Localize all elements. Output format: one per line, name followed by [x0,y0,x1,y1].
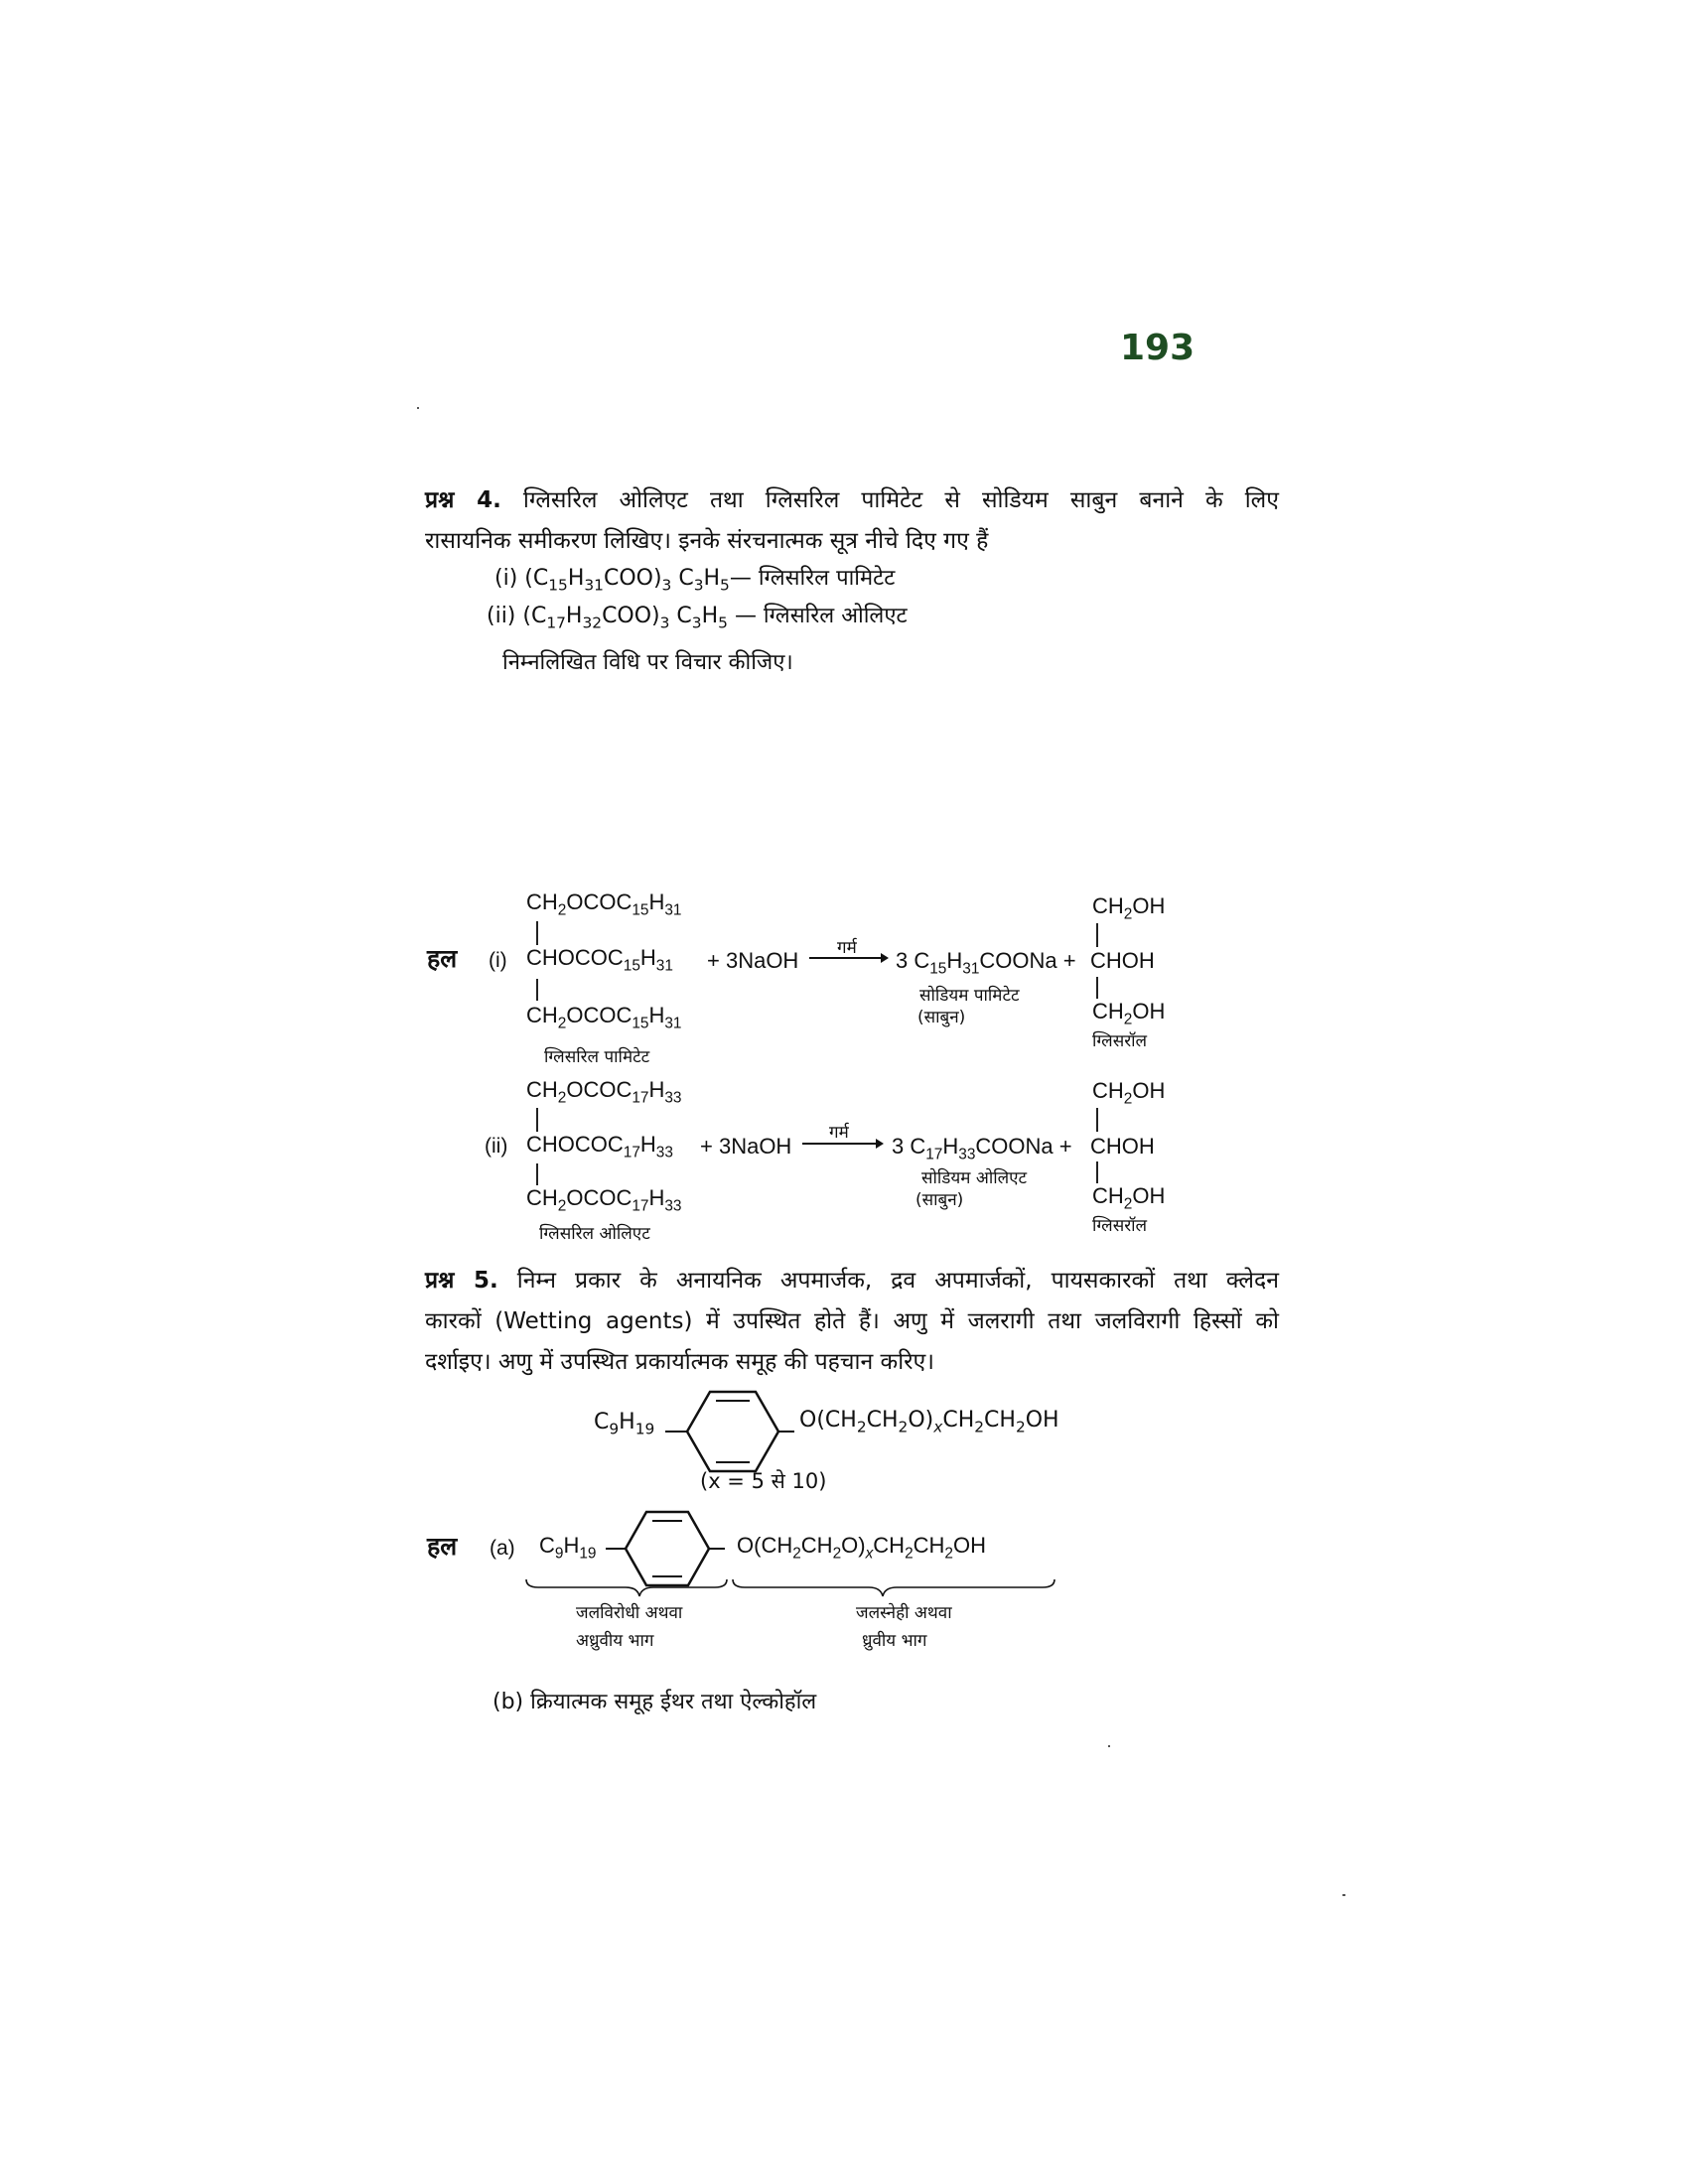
glycerol-bottom-2: $CH_2OH$ [1092,1183,1166,1213]
question-4 [425,480,1279,521]
glyceryl-oleate-label: ग्लिसरिल ओलिएट [539,1224,650,1244]
reaction-1-number: (i) [489,949,507,972]
palmitate-bottom-group: $CH_2OCOC_{15}H_{31}$ [526,1003,682,1032]
reaction-2-number: (ii) [485,1135,508,1158]
formula-item-2-number: (ii) [487,604,516,628]
scan-speck [417,407,419,409]
heat-label: गर्म [837,938,857,958]
bond-line [536,921,538,945]
question-5-line-1: निम्न प्रकार के अनायनिक अपमार्जक, द्रव अपमार्जकों, पायसकारकों तथा क्लेदन [516,1268,1279,1294]
glycerol-bottom: $CH_2OH$ [1092,999,1166,1028]
page-number: 193 [1120,328,1196,368]
bond-line [1096,923,1098,947]
soap-label-2: (साबुन) [915,1190,964,1210]
sodium-palmitate-formula: 3 $C_{15}H_{31}COONa$ + [896,948,1076,978]
nonyl-group-2: $C_9H_{19}$ [539,1533,597,1563]
bond-line [1096,1161,1098,1183]
question-4-line-1: ग्लिसरिल ओलिएट तथा ग्लिसरिल पामिटेट से सोडियम साबुन बनाने के लिए [522,487,1279,513]
formula-item-1-number: (i) [494,566,518,591]
question-5-line-3: दर्शाइए। अणु में उपस्थित प्रकार्यात्मक समूह की पहचान करिए। [425,1349,934,1375]
formula-item-1-name: — ग्लिसरिल पामिटेट [729,566,896,591]
consider-method-text: निम्नलिखित विधि पर विचार कीजिए। [502,650,793,675]
solution-4-label: हल [427,944,458,973]
glycerol-middle-2: CHOH [1090,1134,1155,1159]
formula-item-1: (i) $(C_{15}H_{31}COO)_3$ $C_3H_5—$ ग्लिसरिल पामिटेट [494,566,896,595]
part-b-functional-groups: (b) क्रियात्मक समूह ईथर तथा ऐल्कोहॉल [492,1690,817,1714]
x-range: (x = 5 से 10) [700,1469,827,1493]
bond-line [536,1163,538,1185]
question-4-line-2: रासायनिक समीकरण लिखिए। इनके संरचनात्मक सूत्र नीचे दिए गए हैं [425,528,989,554]
question-5 [425,1261,1279,1383]
sodium-oleate-formula: 3 $C_{17}H_{33}COONa$ + [892,1134,1072,1163]
bond-line [536,979,538,1001]
heat-label-2: गर्म [829,1123,849,1143]
polyether-chain: $O(CH_2CH_2O)_xCH_2CH_2OH$ [799,1408,1059,1436]
glyceryl-palmitate-label: ग्लिसरिल पामिटेट [544,1047,650,1067]
question-5-label: प्रश्न 5. [425,1268,498,1294]
bond-line [1096,977,1098,999]
palmitate-top-group: $CH_2OCOC_{15}H_{31}$ [526,889,682,919]
sodium-palmitate-label: सोडियम पामिटेट [919,986,1020,1006]
hydrophilic-label-2: ध्रुवीय भाग [862,1631,927,1651]
naoh-reagent: + 3NaOH [707,948,799,973]
hydrophobic-label-2: अध्रुवीय भाग [576,1631,654,1651]
formula-item-2-name: — ग्लिसरिल ओलिएट [734,604,908,628]
oleate-middle-group: $CHOCOC_{17}H_{33}$ [526,1132,673,1161]
hydrophilic-label-1: जलस्नेही अथवा [856,1603,952,1623]
sodium-oleate-label: सोडियम ओलिएट [921,1168,1028,1188]
hydrophobic-label-1: जलविरोधी अथवा [576,1603,683,1623]
glycerol-top: $CH_2OH$ [1092,893,1166,923]
glycerol-label: ग्लिसरॉल [1092,1031,1148,1051]
glycerol-top-2: $CH_2OH$ [1092,1078,1166,1108]
oleate-top-group: $CH_2OCOC_{17}H_{33}$ [526,1077,682,1107]
soap-label: (साबुन) [917,1008,966,1027]
scan-speck [1342,1894,1345,1896]
bond-line [536,1108,538,1132]
reaction-arrow [809,950,889,966]
naoh-reagent-2: + 3NaOH [700,1134,792,1159]
question-5-line-2: कारकों (Wetting agents) में उपस्थित होते हैं। अणु में जलरागी तथा जलविरागी हिस्सों को [425,1308,1279,1334]
glycerol-label-2: ग्लिसरॉल [1092,1216,1148,1236]
reaction-arrow-2 [802,1136,884,1152]
scan-speck [1108,1745,1110,1747]
solution-5-label: हल [427,1532,458,1561]
nonyl-group: $C_9H_{19}$ [594,1410,655,1438]
oleate-bottom-group: $CH_2OCOC_{17}H_{33}$ [526,1185,682,1215]
glycerol-middle: CHOH [1090,948,1155,973]
question-4-label: प्रश्न 4. [425,487,501,513]
bond-line [1096,1108,1098,1132]
polyether-chain-2: $O(CH_2CH_2O)_xCH_2CH_2OH$ [737,1533,986,1563]
palmitate-middle-group: $CHOCOC_{15}H_{31}$ [526,945,673,975]
formula-item-2: (ii) $(C_{17}H_{32}COO)_3$ $C_3H_5$ — ग्लिसरिल ओलिएट [487,604,908,632]
part-a-label: (a) [490,1537,515,1560]
